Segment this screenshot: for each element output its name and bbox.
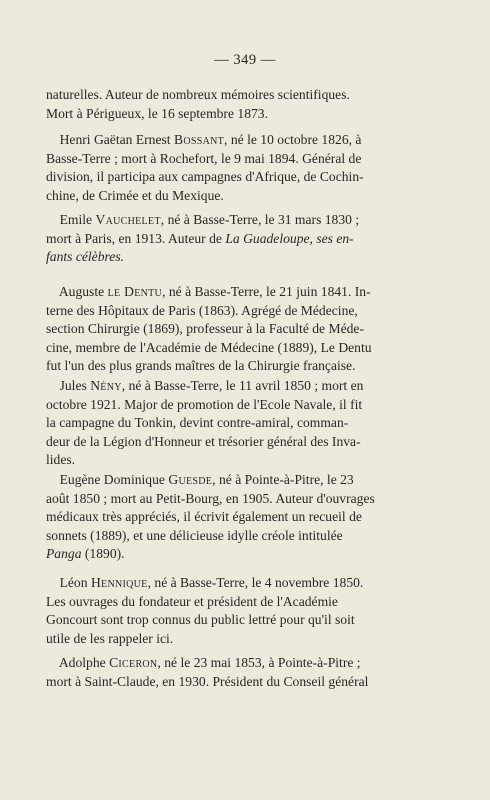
person-name: Guesde — [168, 472, 213, 487]
person-name: Hennique — [90, 575, 148, 590]
text-run: , né à Pointe-à-Pitre, le 23 — [212, 472, 354, 487]
text-line: lides. — [46, 452, 76, 467]
text-run: Emile — [46, 212, 96, 227]
text-run: , né le 10 octobre 1826, à — [224, 132, 362, 147]
paragraph-ciceron — [46, 654, 400, 691]
text-line: fut l'un des plus grands maîtres de la Chirurgie française. — [46, 358, 356, 373]
text-line: cine, membre de l'Académie de Médecine (1889), Le Dentu — [46, 339, 372, 355]
text-run: , né à Basse-Terre, le 21 juin 1841. In- — [162, 284, 371, 299]
paragraph-hennique — [46, 574, 400, 648]
text-run: Léon — [46, 575, 91, 590]
text-line: sonnets (1889), et une délicieuse idylle créole intitulée — [46, 527, 343, 543]
text-run: Eugène Dominique — [46, 472, 169, 487]
paragraph-bossant — [46, 131, 400, 205]
text-line: terne des Hôpitaux de Paris (1863). Agrégé de Médecine, — [46, 302, 358, 318]
text-line: division, il participa aux campagnes d'Afrique, de Cochin- — [46, 169, 364, 184]
text-run: mort à Paris, en 1913. Auteur de — [46, 230, 226, 246]
text-line: naturelles. Auteur de nombreux mémoires scientifiques. — [46, 87, 350, 102]
text-run: , né à Basse-Terre, le 31 mars 1830 ; — [160, 212, 360, 227]
book-title: Panga — [46, 546, 82, 561]
text-line: la campagne du Tonkin, devint contre-amiral, comman- — [46, 415, 349, 430]
text-line: chine, de Crimée et du Mexique. — [46, 187, 224, 203]
text-line: mort à Saint-Claude, en 1930. Président du Conseil général — [46, 673, 369, 689]
text-run: Jules — [46, 378, 91, 393]
paragraph-continuation — [46, 86, 400, 123]
text-run: , né le 23 mai 1853, à Pointe-à-Pitre ; — [157, 655, 361, 670]
paragraph-vauchelet — [46, 211, 400, 267]
text-line: Mort à Périgueux, le 16 septembre 1873. — [46, 105, 268, 121]
text-line: Basse-Terre ; mort à Rochefort, le 9 mai 1894. Général de — [46, 150, 362, 166]
person-name: le Dentu — [107, 284, 163, 299]
text-run: , né à Basse-Terre, le 4 novembre 1850. — [147, 575, 364, 590]
text-line: août 1850 ; mort au Petit-Bourg, en 1905. Auteur d'ouvrages — [46, 490, 375, 506]
text-line: utile de les rappeler ici. — [46, 630, 174, 646]
page-number: — 349 — — [214, 52, 276, 68]
person-name: Bossant — [173, 132, 225, 147]
text-line: Goncourt sont trop connus du public lettré pour qu'il soit — [46, 612, 355, 627]
text-line: octobre 1921. Major de promotion de l'Ecole Navale, il fit — [46, 396, 363, 412]
text-line: section Chirurgie (1869), professeur à la Faculté de Méde- — [46, 321, 364, 336]
text-run: Adolphe — [46, 655, 110, 670]
person-name: Ciceron — [109, 655, 158, 670]
paragraph-le-dentu — [46, 283, 400, 376]
book-title: fants célèbres. — [46, 249, 125, 264]
person-name: Nény — [90, 378, 122, 393]
text-line: Les ouvrages du fondateur et président de l'Académie — [46, 593, 338, 609]
paragraph-guesde — [46, 471, 400, 564]
text-line: deur de la Légion d'Honneur et trésorier général des Inva- — [46, 433, 361, 449]
text-run: (1890). — [81, 546, 125, 561]
text-run: Auguste — [46, 284, 108, 299]
paragraph-neny — [46, 377, 400, 470]
text-run: , né à Basse-Terre, le 11 avril 1850 ; mort en — [121, 378, 364, 393]
text-line: médicaux très appréciés, il écrivit également un recueil de — [46, 509, 362, 524]
book-title: La Guadeloupe, ses en- — [225, 230, 354, 246]
text-run: Henri Gaëtan Ernest — [46, 132, 174, 147]
person-name: Vauchelet — [95, 212, 161, 227]
